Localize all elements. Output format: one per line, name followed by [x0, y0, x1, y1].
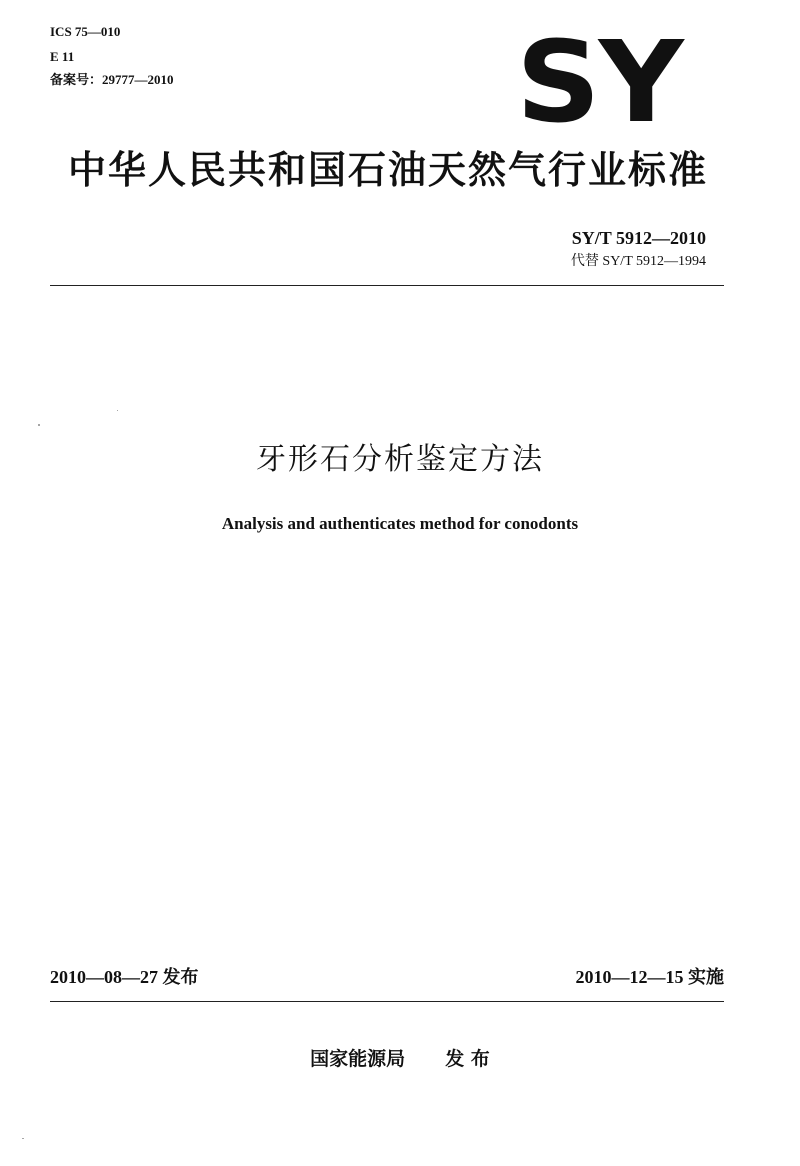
document-title-chinese: 牙形石分析鉴定方法 [256, 442, 544, 477]
classification-code: E 11 [50, 49, 75, 64]
industry-standard-title: 中华人民共和国石油天然气行业标准 [68, 148, 709, 192]
record-number: 备案号：29777—2010 [50, 72, 174, 87]
scan-speck [38, 424, 40, 426]
scan-speck [117, 410, 118, 411]
publish-date: 2010—08—27 发布 [50, 967, 199, 987]
bottom-divider [50, 1001, 724, 1002]
replaces-standard: 代替 SY/T 5912—1994 [570, 254, 706, 269]
document-title-english: Analysis and authenticates method for conodonts [221, 514, 579, 533]
ics-code: ICS 75—010 [50, 24, 121, 39]
top-divider [50, 285, 724, 286]
effective-date: 2010—12—15 实施 [575, 967, 724, 987]
standard-number: SY/T 5912—2010 [571, 228, 706, 248]
issuer-line [0, 1046, 800, 1072]
scan-speck [22, 1138, 24, 1139]
issue-action: 发 布 [445, 1048, 490, 1070]
sy-logo: SY [516, 18, 682, 148]
issuing-authority: 国家能源局 [310, 1048, 406, 1070]
